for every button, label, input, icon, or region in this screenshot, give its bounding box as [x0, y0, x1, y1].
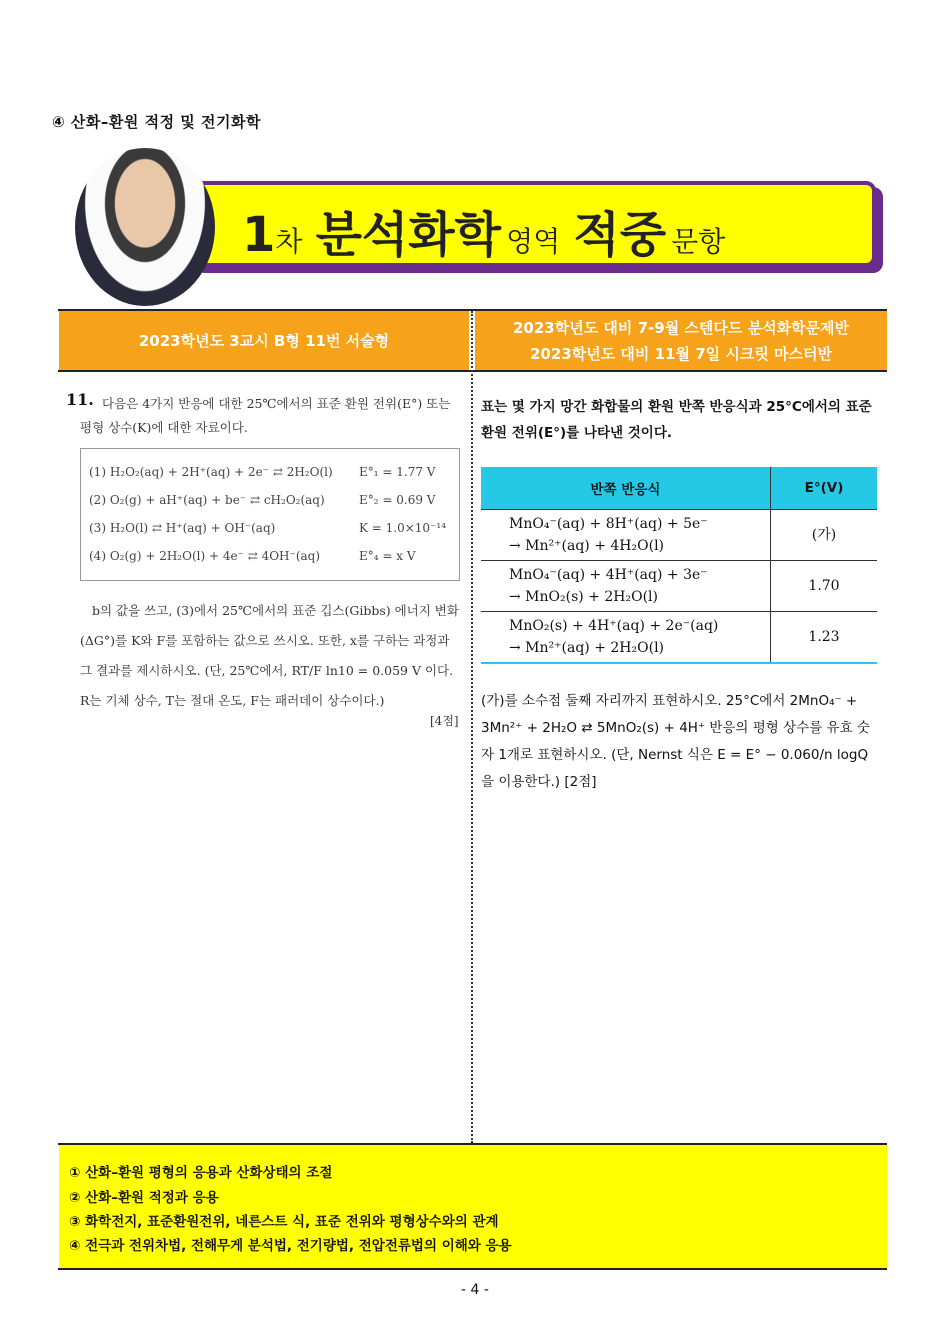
reaction-2-value: E°₂ = 0.69 V — [359, 493, 436, 507]
topic-item-3: ③ 화학전지, 표준환원전위, 네른스트 식, 표준 전위와 평형상수와의 관계 — [69, 1214, 499, 1230]
topic-summary-box — [59, 1145, 887, 1268]
half-reaction-table — [481, 467, 877, 664]
table-row — [481, 510, 877, 561]
row-1-reactants: MnO₄⁻(aq) + 8H⁺(aq) + 5e⁻ — [509, 516, 708, 532]
reaction-2: (2) O₂(g) + aH⁺(aq) + be⁻ ⇄ cH₂O₂(aq) — [89, 493, 325, 507]
banner-cha: 차 — [275, 225, 303, 258]
banner-item: 문항 — [671, 225, 726, 258]
reaction-data-box — [80, 448, 460, 581]
reaction-1-value: E°₁ = 1.77 V — [359, 465, 436, 479]
table-row — [481, 561, 877, 612]
reaction-3: (3) H₂O(l) ⇄ H⁺(aq) + OH⁻(aq) — [89, 521, 276, 535]
right-question-text: (가)를 소수점 둘째 자리까지 표현하시오. 25°C에서 2MnO₄⁻ + 3Mn²⁺ + 2H₂O ⇄ 5MnO₂(s) + 4H⁺ 반응의 평형 상수를 유효 숫자 1개로 표현하시오. (단, Nernst 식은 E = E° − 0.060/n logQ을 이용한다.) — [481, 693, 870, 790]
right-question-points: [2점] — [564, 774, 597, 790]
banner-area: 영역 — [506, 225, 561, 258]
row-3-reactants: MnO₂(s) + 4H⁺(aq) + 2e⁻(aq) — [509, 618, 719, 634]
row-3-value: 1.23 — [771, 612, 878, 664]
banner-subject: 분석화학 — [315, 207, 502, 263]
question-number: 11. — [66, 390, 94, 409]
instructor-photo — [75, 148, 215, 306]
row-1-value: (가) — [771, 510, 878, 561]
banner-title — [242, 196, 725, 265]
topic-item-2: ② 산화–환원 적정과 응용 — [69, 1190, 219, 1206]
section-title: ④ 산화–환원 적정 및 전기화학 — [52, 113, 261, 131]
reaction-3-value: K = 1.0×10⁻¹⁴ — [359, 521, 447, 535]
right-question-intro: 표는 몇 가지 망간 화합물의 환원 반쪽 반응식과 25°C에서의 표준 환원 전위(E°)를 나타낸 것이다. — [481, 399, 872, 441]
reaction-4-value: E°₄ = x V — [359, 549, 416, 563]
table-header-potential: E°(V) — [771, 467, 878, 510]
question-intro: 다음은 4가지 반응에 대한 25℃에서의 표준 환원 전위(E°) 또는 평형 상수(K)에 대한 자료이다. — [80, 396, 451, 435]
exam-source-header: 2023학년도 3교시 B형 11번 서술형 — [59, 311, 469, 370]
footer-bottom-rule — [58, 1268, 887, 1270]
column-divider — [471, 311, 473, 1143]
page-number: - 4 - — [461, 1282, 489, 1298]
question-points: [4점] — [430, 714, 459, 728]
reaction-4: (4) O₂(g) + 2H₂O(l) + 4e⁻ ⇄ 4OH⁻(aq) — [89, 549, 321, 563]
row-2-reactants: MnO₄⁻(aq) + 4H⁺(aq) + 3e⁻ — [509, 567, 708, 583]
table-row — [481, 612, 877, 664]
course-source-line1: 2023학년도 대비 7-9월 스텐다드 분석화학문제반 — [512, 318, 850, 337]
topic-item-1: ① 산화–환원 평형의 응용과 산화상태의 조절 — [69, 1165, 333, 1181]
banner-hit: 적중 — [573, 207, 667, 263]
right-question — [481, 688, 881, 796]
table-header-reaction: 반쪽 반응식 — [481, 467, 771, 510]
row-2-products: → MnO₂(s) + 2H₂O(l) — [509, 589, 658, 605]
reaction-1: (1) H₂O₂(aq) + 2H⁺(aq) + 2e⁻ ⇄ 2H₂O(l) — [89, 465, 333, 479]
question-body: b의 값을 쓰고, (3)에서 25℃에서의 표준 깁스(Gibbs) 에너지 변화(ΔG°)를 K와 F를 포함하는 값으로 쓰시오. 또한, x를 구하는 과정과 그 결과를 제시하시오. (단, 25℃에서, RT/F ln10 = 0.059 V 이다. R는 기체 상수, T는 절대 온도, F는 패러데이 상수이다.) — [80, 603, 459, 708]
course-source-header — [475, 311, 887, 370]
course-source-line2: 2023학년도 대비 11월 7일 시크릿 마스터반 — [529, 344, 833, 363]
row-3-products: → Mn²⁺(aq) + 2H₂O(l) — [509, 640, 665, 656]
row-1-products: → Mn²⁺(aq) + 4H₂O(l) — [509, 538, 665, 554]
topic-item-4: ④ 전극과 전위차법, 전해무게 분석법, 전기량법, 전압전류법의 이해와 응용 — [69, 1238, 512, 1254]
row-2-value: 1.70 — [771, 561, 878, 612]
banner-num: 1 — [242, 207, 276, 263]
